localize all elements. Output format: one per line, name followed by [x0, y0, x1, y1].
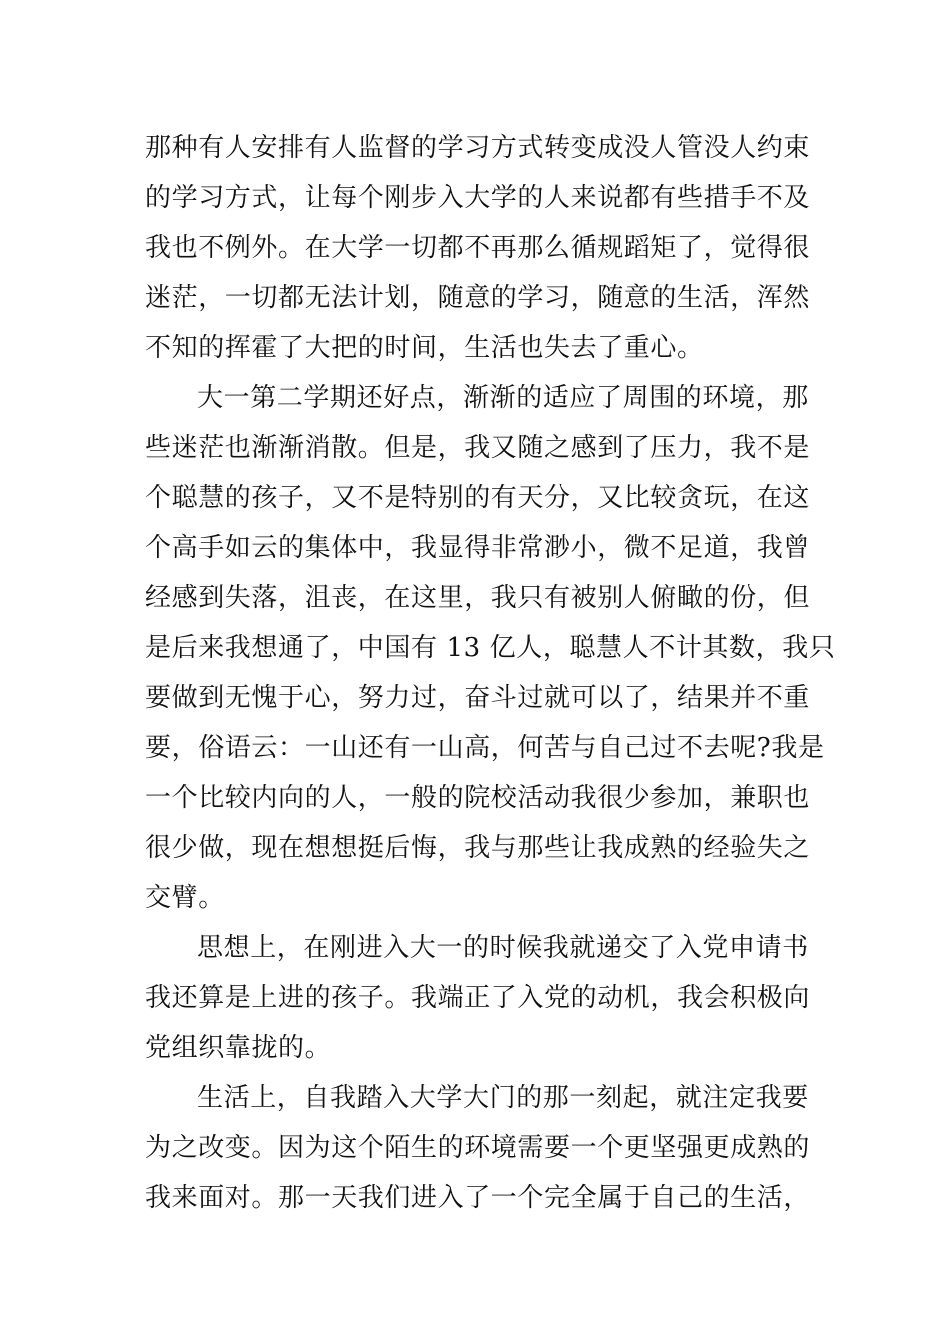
text-line: 我来面对。那一天我们进入了一个完全属于自己的生活，: [145, 1183, 811, 1213]
text-line: 为之改变。因为这个陌生的环境需要一个更坚强更成熟的: [145, 1133, 811, 1163]
text-line: 经感到失落，沮丧，在这里，我只有被别人俯瞰的份，但: [145, 583, 811, 613]
text-line: 个高手如云的集体中，我显得非常渺小，微不足道，我曾: [145, 533, 811, 563]
text-line: 些迷茫也渐渐消散。但是，我又随之感到了压力，我不是: [145, 433, 811, 463]
text-line: 的学习方式，让每个刚步入大学的人来说都有些措手不及: [145, 183, 811, 213]
paragraph-first-line: 思想上，在刚进入大一的时候我就递交了入党申请书: [197, 933, 809, 963]
text-line: 是后来我想通了，中国有 13 亿人，聪慧人不计其数，我只: [145, 633, 836, 663]
paragraph-first-line: 大一第二学期还好点，渐渐的适应了周围的环境，那: [197, 383, 809, 413]
text-line: 交臂。: [145, 883, 225, 913]
text-line: 迷茫，一切都无法计划，随意的学习，随意的生活，浑然: [145, 283, 811, 313]
text-line: 我也不例外。在大学一切都不再那么循规蹈矩了，觉得很: [145, 233, 811, 263]
text-line: 那种有人安排有人监督的学习方式转变成没人管没人约束: [145, 133, 811, 163]
text-line: 很少做，现在想想挺后悔，我与那些让我成熟的经验失之: [145, 833, 811, 863]
text-line: 一个比较内向的人，一般的院校活动我很少参加，兼职也: [145, 783, 811, 813]
text-line: 要，俗语云：一山还有一山高，何苦与自己过不去呢?我是: [145, 733, 825, 763]
text-line: 要做到无愧于心，努力过，奋斗过就可以了，结果并不重: [145, 683, 811, 713]
text-line: 我还算是上进的孩子。我端正了入党的动机，我会积极向: [145, 983, 811, 1013]
text-line: 不知的挥霍了大把的时间，生活也失去了重心。: [145, 333, 704, 363]
text-line: 党组织靠拢的。: [145, 1033, 332, 1063]
paragraph-first-line: 生活上，自我踏入大学大门的那一刻起，就注定我要: [197, 1083, 809, 1113]
text-line: 个聪慧的孩子，又不是特别的有天分，又比较贪玩，在这: [145, 483, 811, 513]
